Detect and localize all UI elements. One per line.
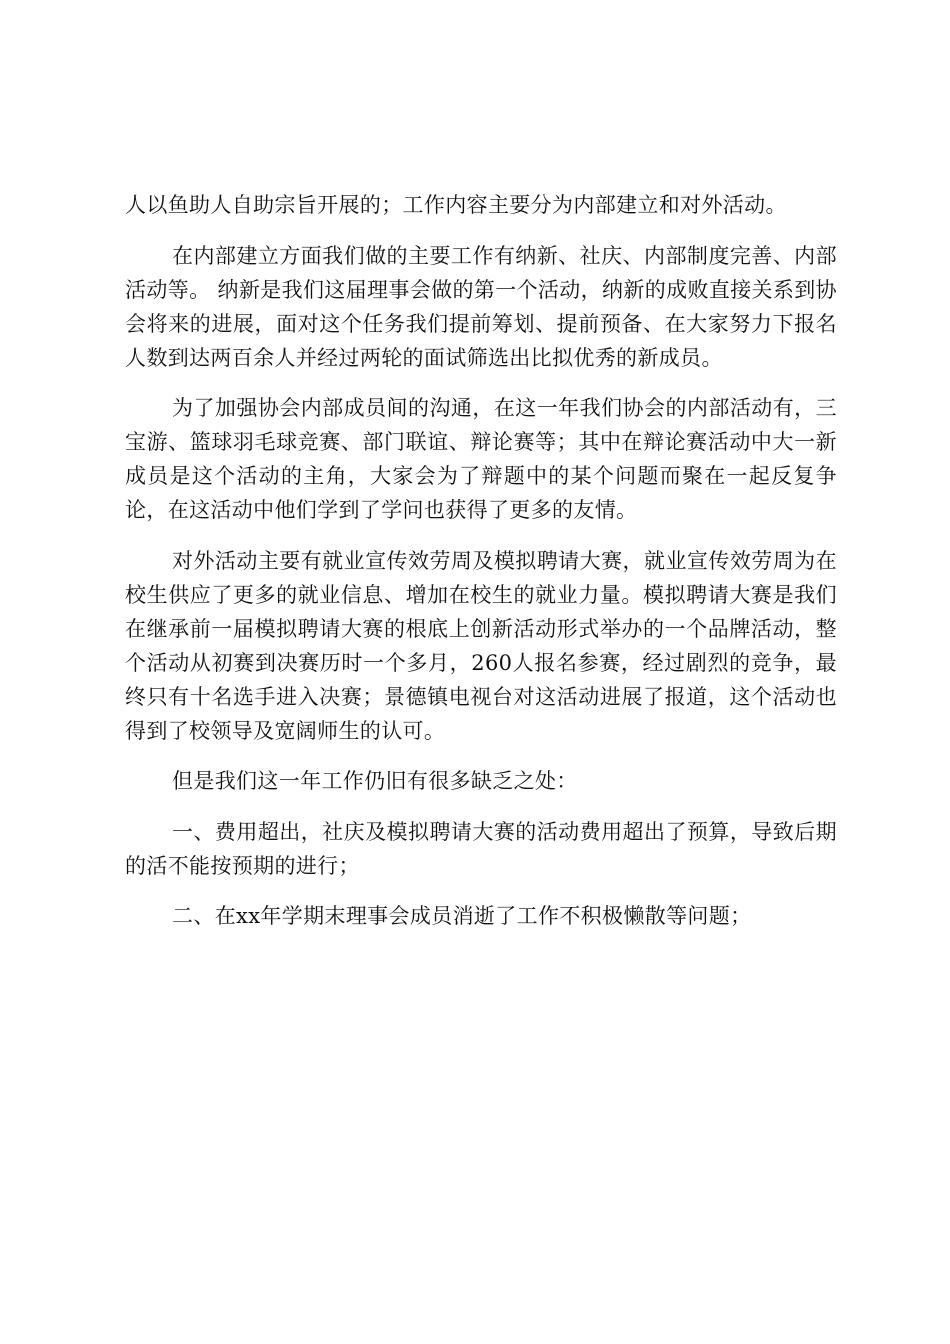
document-body (125, 188, 837, 950)
paragraph-shortcoming-two: 二、在xx年学期末理事会成员消逝了工作不积极懒散等问题； (172, 904, 752, 928)
paragraph-internal-activities: 为了加强协会内部成员间的沟通，在这一年我们协会的内部活动有，三宝游、篮球羽毛球竞赛、部门联谊、辩论赛等；其中在辩论赛活动中大一新成员是这个活动的主角，大家会为了辩题中的某个问题而聚在一起反复争论，在这活动中他们学到了学问也获得了更多的友情。 (125, 396, 837, 522)
paragraph-external-activities: 对外活动主要有就业宣传效劳周及模拟聘请大赛，就业宣传效劳周为在校生供应了更多的就业信息、增加在校生的就业力量。模拟聘请大赛是我们在继承前一届模拟聘请大赛的根底上创新活动形式举办的一个品牌活动，整个活动从初赛到决赛历时一个多月，260人报名参赛，经过剧烈的竞争，最终只有十名选手进入决赛；景德镇电视台对这活动进展了报道，这个活动也得到了校领导及宽阔师生的认可。 (125, 548, 837, 743)
paragraph-shortcoming-one: 一、费用超出，社庆及模拟聘请大赛的活动费用超出了预算，导致后期的活不能按预期的进行； (125, 819, 837, 878)
paragraph-internal-construction: 在内部建立方面我们做的主要工作有纳新、社庆、内部制度完善、内部活动等。 纳新是我们这届理事会做的第一个活动，纳新的成败直接关系到协会将来的进展，面对这个任务我们提前筹划、提前预备、在大家努力下报名人数到达两百余人并经过两轮的面试筛选出比拟优秀的新成员。 (125, 243, 837, 370)
paragraph-shortcomings-intro: 但是我们这一年工作仍旧有很多缺乏之处： (172, 769, 578, 793)
paragraph-continuation: 人以鱼助人自助宗旨开展的；工作内容主要分为内部建立和对外活动。 (125, 193, 787, 217)
